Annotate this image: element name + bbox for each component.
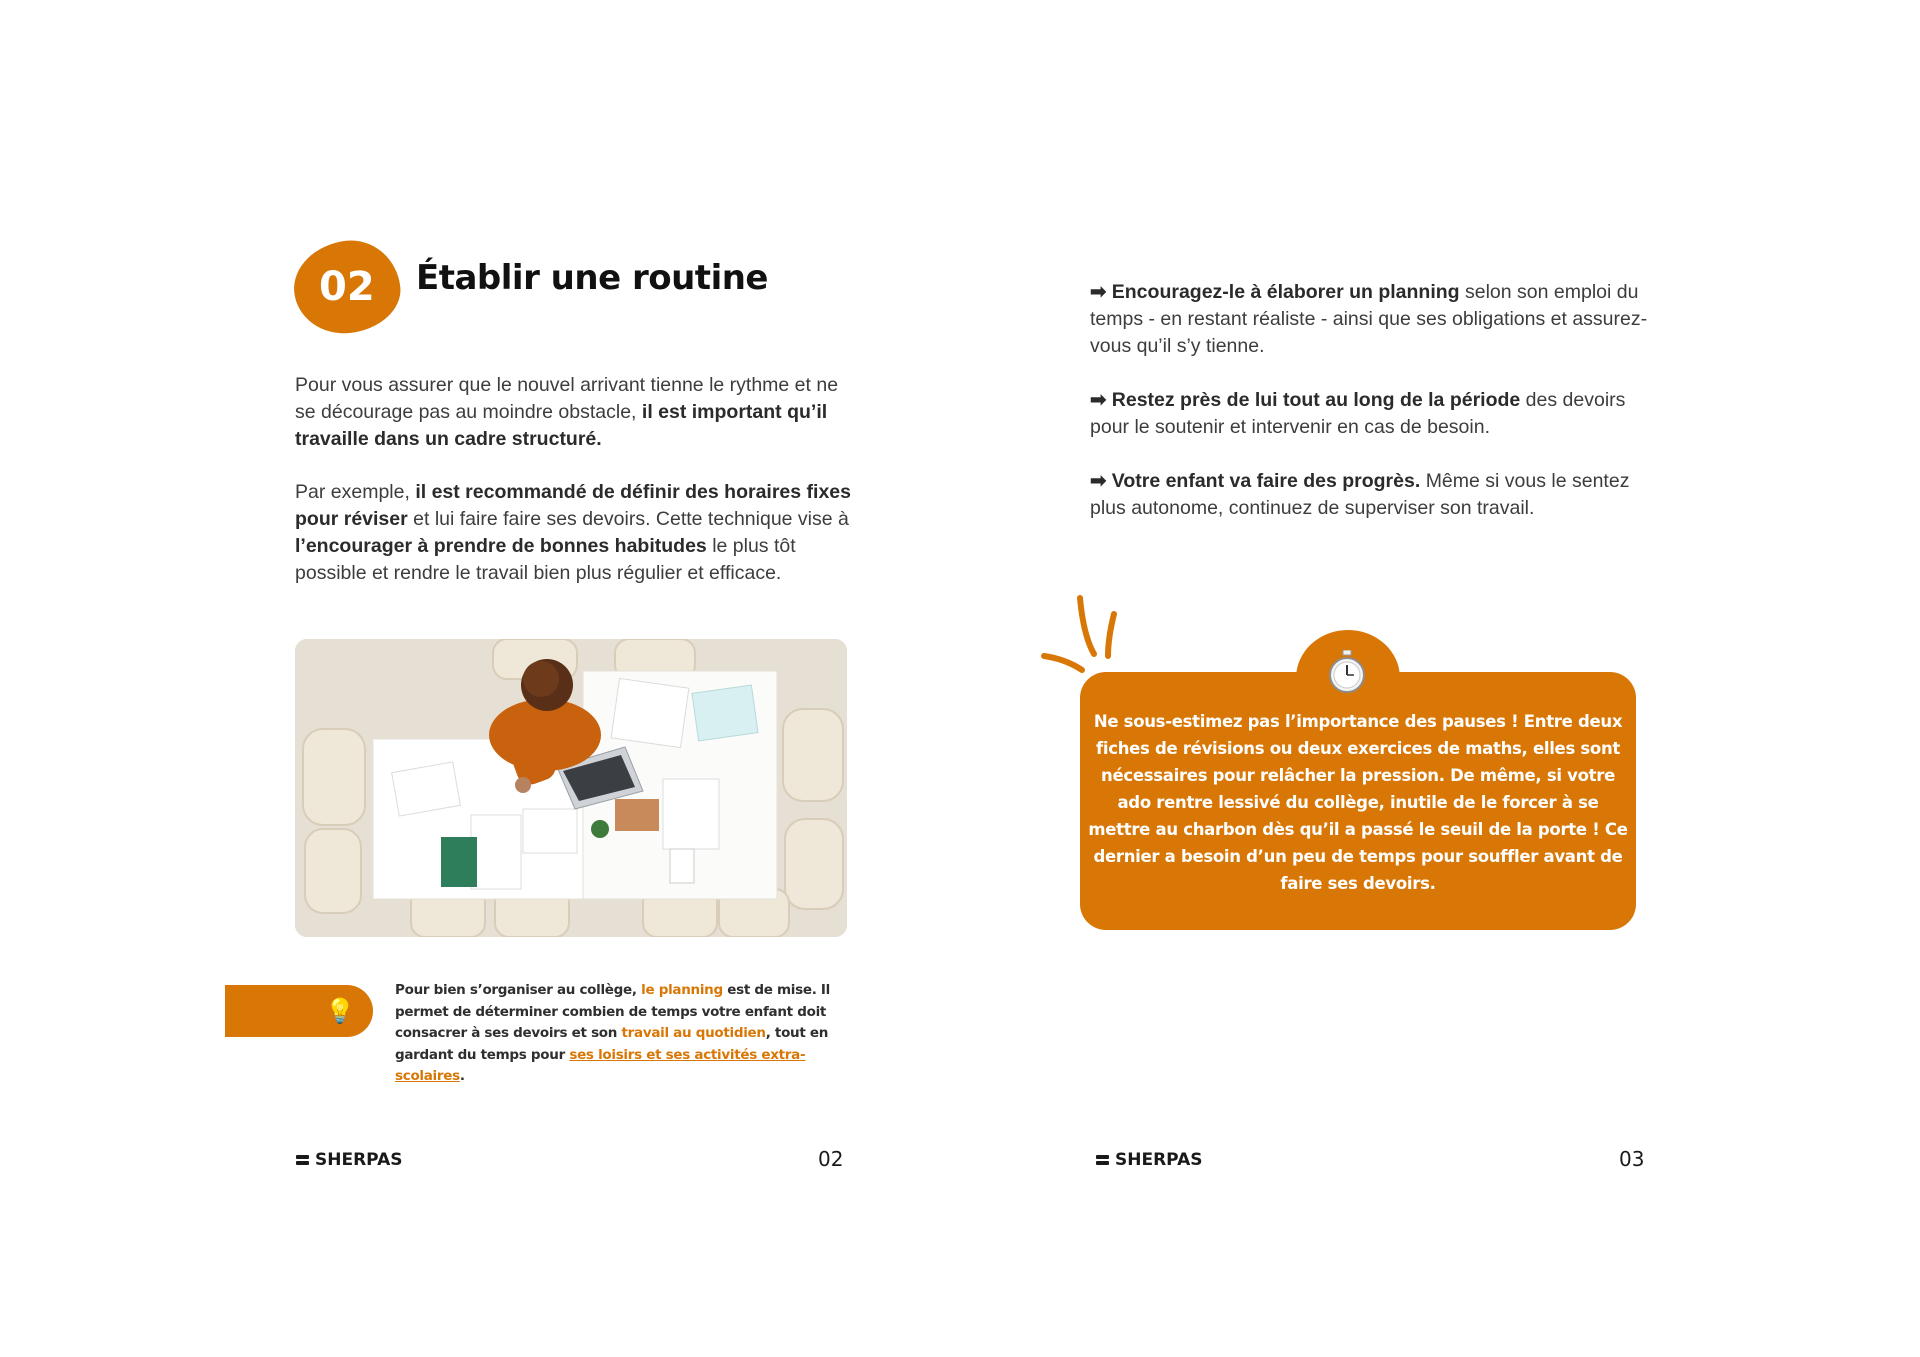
- intro-paragraph: Pour vous assurer que le nouvel arrivant tienne le rythme et ne se décourage pas au moindre obstacle, il est important qu’il travaille dans un cadre structuré.: [295, 374, 839, 450]
- page-number: 02: [818, 1147, 844, 1171]
- arrow-icon: ➡: [1090, 389, 1107, 411]
- tip-text: Pour bien s’organiser au collège, le planning est de mise. Il permet de déterminer combien de temps votre enfant doit consacrer à ses devoirs et son travail au quotidien, tout en gardant du temps pour ses loisirs et ses activités extra-scolaires.: [395, 982, 830, 1084]
- section-number-badge: [289, 236, 404, 339]
- highlight-planning: le planning: [641, 982, 723, 998]
- loisirs-link[interactable]: ses loisirs et ses activités extra-scolaires: [395, 1046, 806, 1084]
- sherpas-logo-icon: [1096, 1155, 1109, 1165]
- arrow-icon: ➡: [1090, 470, 1107, 492]
- bullet-progres: ➡ Votre enfant va faire des progrès. Même si vous le sentez plus autonome, continuez de superviser son travail.: [1090, 470, 1630, 519]
- desk-photo: [295, 639, 847, 937]
- footer-logo: SHERPAS: [1096, 1150, 1202, 1170]
- sparks-decoration: [1030, 590, 1120, 680]
- bullet-planning: ➡ Encouragez-le à élaborer un planning selon son emploi du temps - en restant réaliste - ainsi que ses obligations et assurez-vous qu’il s’y tienne.: [1090, 281, 1648, 357]
- section-number: 02: [319, 264, 375, 311]
- sherpas-logo-icon: [296, 1155, 309, 1165]
- stopwatch-icon: [1326, 650, 1368, 694]
- callout-text: Ne sous-estimez pas l’importance des pauses ! Entre deux fiches de révisions ou deux exercices de maths, elles sont nécessaires pour relâcher la pression. De même, si votre ado rentre lessivé du collège, inutile de le forcer à se mettre au charbon dès qu’il a passé le seuil de la porte ! Ce dernier a besoin d’un peu de temps pour souffler avant de faire ses devoirs.: [1088, 712, 1628, 893]
- arrow-icon: ➡: [1090, 281, 1107, 303]
- highlight-travail: travail au quotidien: [621, 1025, 766, 1041]
- example-paragraph: Par exemple, il est recommandé de définir des horaires fixes pour réviser et lui faire faire ses devoirs. Cette technique vise à l’encourager à prendre de bonnes habitudes le plus tôt possible et rendre le travail bien plus régulier et efficace.: [295, 481, 851, 584]
- lightbulb-icon: 💡: [325, 997, 355, 1025]
- desk-photo-illustration: [295, 639, 847, 937]
- section-title: Établir une routine: [416, 258, 768, 298]
- page-number: 03: [1619, 1147, 1645, 1171]
- footer-logo: SHERPAS: [296, 1150, 402, 1170]
- tip-bar: [225, 985, 373, 1037]
- bullet-restez: ➡ Restez près de lui tout au long de la période des devoirs pour le soutenir et intervenir en cas de besoin.: [1090, 389, 1626, 438]
